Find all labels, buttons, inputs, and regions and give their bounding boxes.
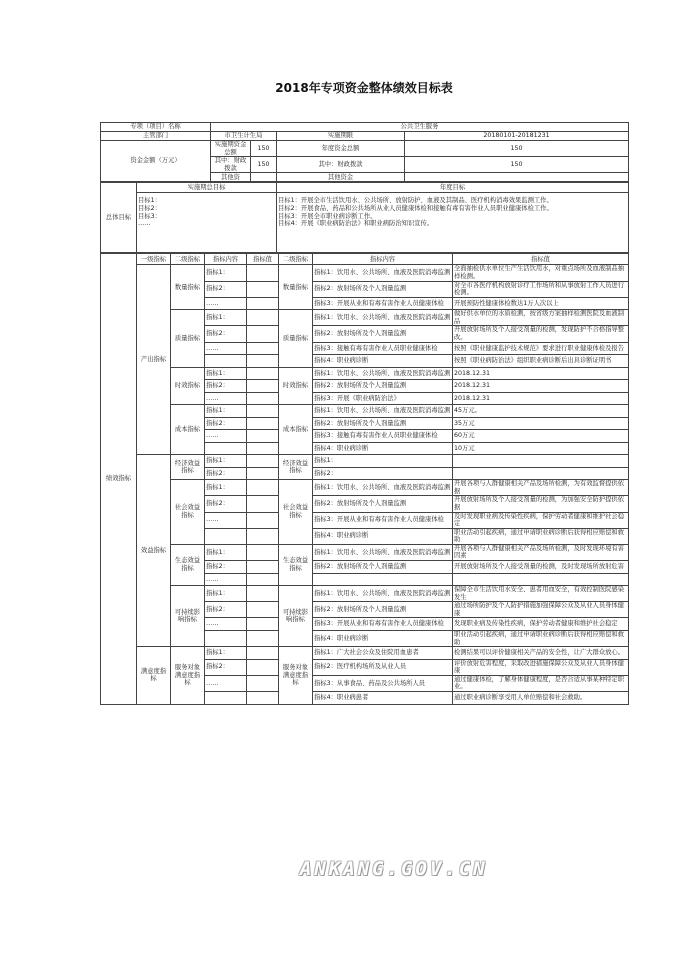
- annual-goal-3: 目标3：开展全市职业病诊断工作。: [278, 212, 377, 220]
- indicator-value: 60万元: [453, 430, 629, 443]
- indicator-value: 做好供水单位的水质检测，按省级方案抽样检测医院及血液制品: [453, 310, 629, 326]
- indicator-content: 指标2：放射场所及个人剂量监测: [313, 561, 453, 574]
- indicator-content: 指标1：: [313, 455, 453, 468]
- indicator-value: 35万元: [453, 417, 629, 430]
- level2-ecological: 生态效益指标: [171, 544, 205, 585]
- right-level2-service: 服务对象满意度指标: [279, 647, 313, 704]
- indicator-content: 指标3：开展《职业病防治法》: [313, 392, 453, 405]
- indicator-value: 及时发现职业病及传染性疾病，保护劳动者健康和维护社会稳定: [453, 512, 629, 528]
- left-value: [247, 692, 279, 705]
- level2-quantity: 数量指标: [171, 265, 205, 310]
- col-header-r2: 二级指标: [279, 254, 313, 265]
- indicator-value: 开展各项与人群健康相关产品及场所检测，为有效监督提供依据: [453, 480, 629, 496]
- left-indicator: [205, 528, 247, 544]
- indicator-value: [453, 455, 629, 468]
- indicator-content: 指标4：职业病诊断: [313, 355, 453, 368]
- col-header-l1: 一级指标: [137, 254, 171, 265]
- fund-label: 资金金额（万元）: [101, 141, 211, 182]
- left-value: [247, 659, 279, 675]
- col-header-content: 指标内容: [205, 254, 247, 265]
- impl-goal-1: 目标1：: [138, 197, 161, 205]
- left-value: [247, 380, 279, 393]
- period-value: 20180101-20181231: [405, 132, 629, 141]
- level2-cost: 成本指标: [171, 405, 205, 455]
- left-indicator: ……: [205, 618, 247, 631]
- indicator-content: 指标2：放射场所及个人剂量监测: [313, 496, 453, 512]
- left-value: [247, 544, 279, 560]
- indicator-value: 评价放射危害程度，采取改进措施保障公众及从业人员身体健康: [453, 659, 629, 675]
- left-value: [247, 480, 279, 496]
- indicator-value: 开展放射场所及个人接受剂量的检测，及时发现场所放射危害: [453, 561, 629, 574]
- overall-goal-label: 总体目标: [101, 183, 137, 253]
- indicator-value: 开展放射场所及个人接受剂量的检测，为加强安全防护提供依据: [453, 496, 629, 512]
- left-indicator: ……: [205, 342, 247, 355]
- left-value: [247, 342, 279, 355]
- left-indicator: ……: [205, 512, 247, 528]
- left-value: [247, 310, 279, 326]
- indicator-value: 2018.12.31: [453, 392, 629, 405]
- indicator-content: 指标2：: [313, 467, 453, 480]
- indicator-value: [453, 573, 629, 586]
- left-indicator: 指标1：: [205, 480, 247, 496]
- site-watermark: ANKANG.GOV.CN: [300, 858, 488, 880]
- left-value: [247, 430, 279, 443]
- header-table: [100, 122, 629, 182]
- left-indicator: 指标1：: [205, 586, 247, 602]
- left-indicator: ……: [205, 675, 247, 691]
- indicator-content: 指标3：开展从业和有毒有害作业人员健康体检: [313, 618, 453, 631]
- indicator-content: 指标2：医疗机构场所及从业人员: [313, 659, 453, 675]
- level1-benefit: 效益指标: [137, 455, 171, 647]
- indicator-content: 指标1：饮用水、公共场所、血液及医院消毒监测: [313, 367, 453, 380]
- right-level2-cost: 成本指标: [279, 405, 313, 455]
- annual-goal-2: 目标2：开展食品、药品和公共场所从业人员健康体检和接触有毒有害作业人员职业健康体检工作。: [278, 204, 553, 212]
- indicator-content: 指标3：开展从业和有毒有害作业人员健康体检: [313, 512, 453, 528]
- sheet-title: 2018年专项资金整体绩效目标表: [275, 81, 453, 95]
- fiscal-label-annual: 其中：财政拨款: [277, 157, 405, 173]
- fiscal-value-annual: 150: [405, 157, 629, 173]
- left-value: [247, 265, 279, 281]
- fiscal-value: 150: [251, 157, 277, 173]
- left-indicator: [205, 630, 247, 646]
- left-indicator: ……: [205, 392, 247, 405]
- left-value: [247, 367, 279, 380]
- indicator-content: 指标1：广大社会公众及住院用血患者: [313, 647, 453, 660]
- impl-fund-label: 实施期资金总额: [211, 141, 251, 157]
- left-value: [247, 326, 279, 342]
- project-value: 公共卫生服务: [211, 123, 629, 132]
- annual-goal-list: [277, 193, 629, 253]
- annual-goal-1: 目标1：开展全市生活饮用水、公共场所、放射防护、血液及其制品、医疗机构消毒效果监测工作。: [278, 197, 553, 205]
- perf-side-label: 绩效指标: [101, 254, 137, 704]
- impl-goal-2: 目标2：: [138, 204, 161, 212]
- indicator-value: 按照《职业健康监护技术规范》要求进行职业健康体检及报告: [453, 342, 629, 355]
- indicator-content: 指标1：饮用水、公共场所、血液及医院消毒监测: [313, 586, 453, 602]
- left-value: [247, 630, 279, 646]
- left-indicator: 指标1：: [205, 310, 247, 326]
- col-header-l2: 二级指标: [171, 254, 205, 265]
- left-value: [247, 675, 279, 691]
- impl-goal-more: ……: [138, 220, 151, 228]
- annual-goal-4: 目标4：开展《职业病防治法》和职业病防治知识宣传。: [278, 220, 434, 228]
- left-value: [247, 281, 279, 297]
- left-indicator: 指标1：: [205, 265, 247, 281]
- performance-indicator-table: [100, 253, 629, 704]
- indicator-value: 全面抽检供水单位生产生活饮用水，对重点场所及血液制品抽样检测。: [453, 265, 629, 281]
- dept-value: 市卫生计生局: [211, 132, 277, 141]
- indicator-content: 指标4：职业病患者: [313, 692, 453, 705]
- col-header-rvalue: 指标值: [453, 254, 629, 265]
- level2-quality: 质量指标: [171, 310, 205, 367]
- impl-goal-3: 目标3：: [138, 212, 161, 220]
- level2-timeliness: 时效指标: [171, 367, 205, 405]
- indicator-value: 保障全市生活饮用水安全、患者用血安全，有效控制医院感染发生: [453, 586, 629, 602]
- right-level2-timeliness: 时效指标: [279, 367, 313, 405]
- left-indicator: 指标2：: [205, 467, 247, 480]
- indicator-value: 通过职业病诊断享受用人单位赔偿和社会救助。: [453, 692, 629, 705]
- annual-goal-header: 年度目标: [277, 183, 629, 193]
- right-level2-economic: 经济效益指标: [279, 455, 313, 480]
- left-value: [247, 561, 279, 574]
- indicator-content: 指标4：职业病诊断: [313, 442, 453, 455]
- col-header-rcontent: 指标内容: [313, 254, 453, 265]
- indicator-content: 指标3：接触有毒有害作业人员职业健康体检: [313, 342, 453, 355]
- indicator-content: 指标2：放射场所及个人剂量监测: [313, 602, 453, 618]
- left-indicator: 指标2：: [205, 326, 247, 342]
- overall-goal-table: [100, 182, 629, 253]
- indicator-value: 开展预防性健康体检数达1万人次以上: [453, 297, 629, 310]
- indicator-content: 指标1：饮用水、公共场所、血液及医院消毒监测: [313, 544, 453, 560]
- left-value: [247, 442, 279, 455]
- indicator-content: 指标4：职业病诊断: [313, 528, 453, 544]
- indicator-content: 指标4：职业病诊断: [313, 630, 453, 646]
- indicator-content: 指标2：放射场所及个人剂量监测: [313, 380, 453, 393]
- indicator-content: 指标2：放射场所及个人剂量监测: [313, 417, 453, 430]
- level2-sustainable: 可持续影响指标: [171, 586, 205, 647]
- left-indicator: 指标2：: [205, 659, 247, 675]
- left-value: [247, 528, 279, 544]
- indicator-content: 指标1：饮用水、公共场所、血液及医院消毒监测: [313, 480, 453, 496]
- indicator-content: 指标2：放射场所及个人剂量监测: [313, 326, 453, 342]
- left-value: [247, 417, 279, 430]
- left-value: [247, 647, 279, 660]
- left-indicator: 指标1：: [205, 455, 247, 468]
- left-indicator: 指标2：: [205, 561, 247, 574]
- left-indicator: 指标1：: [205, 544, 247, 560]
- left-indicator: 指标1：: [205, 367, 247, 380]
- indicator-value: [453, 467, 629, 480]
- level2-social: 社会效益指标: [171, 480, 205, 545]
- level1-satisfaction: 满意度指标: [137, 647, 171, 704]
- level2-economic: 经济效益指标: [171, 455, 205, 480]
- left-indicator: ……: [205, 430, 247, 443]
- impl-goal-list: [137, 193, 277, 253]
- left-value: [247, 602, 279, 618]
- indicator-content: 指标1：饮用水、公共场所、血液及医院消毒监测: [313, 265, 453, 281]
- left-value: [247, 455, 279, 468]
- col-header-value: 指标值: [247, 254, 279, 265]
- left-value: [247, 467, 279, 480]
- left-indicator: [205, 355, 247, 368]
- indicator-value: 发现职业病及传染性疾病，保护劳动者健康和维护社会稳定: [453, 618, 629, 631]
- left-indicator: 指标2：: [205, 602, 247, 618]
- left-indicator: ……: [205, 573, 247, 586]
- left-indicator: [205, 692, 247, 705]
- impl-fund-value: 150: [251, 141, 277, 157]
- indicator-content: 指标1：饮用水、公共场所、血液及医院消毒监测: [313, 310, 453, 326]
- impl-goal-header: 实施期总目标: [137, 183, 277, 193]
- left-value: [247, 573, 279, 586]
- indicator-value: 开展放射场所及个人接受剂量的检测，发现防护不合格指导整改。: [453, 326, 629, 342]
- indicator-content: 指标1：饮用水、公共场所、血液及医院消毒监测: [313, 405, 453, 418]
- other-fund-label-annual: 其他资金: [277, 173, 405, 182]
- left-indicator: 指标1：: [205, 647, 247, 660]
- left-indicator: 指标2：: [205, 380, 247, 393]
- left-indicator: [205, 442, 247, 455]
- left-value: [247, 618, 279, 631]
- performance-target-sheet: [100, 76, 628, 705]
- fiscal-label: 其中：财政拨款: [211, 157, 251, 173]
- dept-label: 主管部门: [101, 132, 211, 141]
- period-label: 实施期限: [277, 132, 405, 141]
- right-level2-ecological: 生态效益指标: [279, 544, 313, 585]
- level2-service: 服务对象满意度指标: [171, 647, 205, 704]
- left-value: [247, 405, 279, 418]
- indicator-value: 2018.12.31: [453, 380, 629, 393]
- left-value: [247, 392, 279, 405]
- indicator-value: 通过健康体检，了解身体健康程度，是否合适从事某种特定职业。: [453, 675, 629, 691]
- left-value: [247, 355, 279, 368]
- left-indicator: ……: [205, 297, 247, 310]
- indicator-value: 2018.12.31: [453, 367, 629, 380]
- left-value: [247, 586, 279, 602]
- indicator-content: [313, 573, 453, 586]
- left-value: [247, 297, 279, 310]
- right-level2-social: 社会效益指标: [279, 480, 313, 545]
- right-level2-quantity: 数量指标: [279, 265, 313, 310]
- right-level2-quality: 质量指标: [279, 310, 313, 367]
- indicator-value: 按照《职业病防治法》组织职业病诊断后出具诊断证明书: [453, 355, 629, 368]
- left-indicator: 指标2：: [205, 417, 247, 430]
- annual-fund-label: 年度资金总额: [277, 141, 405, 157]
- indicator-content: 指标3：接触有毒有害作业人员职业健康体检: [313, 430, 453, 443]
- indicator-content: 指标3：开展从业和有毒有害作业人员健康体检: [313, 297, 453, 310]
- left-indicator: 指标2：: [205, 496, 247, 512]
- indicator-value: 45万元。: [453, 405, 629, 418]
- indicator-content: 指标2：放射场所及个人剂量监测: [313, 281, 453, 297]
- indicator-value: 职业活动引起疾病，通过申请职业病诊断后获得相应赔偿和救助: [453, 630, 629, 646]
- annual-fund-value: 150: [405, 141, 629, 157]
- indicator-value: 通过场所防护及个人防护措施加强保障公众及从业人员身体健康: [453, 602, 629, 618]
- indicator-value: 检测结果可以评价健康相关产品的安全性，让广大群众放心。: [453, 647, 629, 660]
- indicator-content: 指标3：从事食品、药品及公共场所人员: [313, 675, 453, 691]
- left-value: [247, 512, 279, 528]
- other-fund-label: 其他资: [211, 173, 251, 182]
- left-indicator: 指标2：: [205, 281, 247, 297]
- indicator-value: 对全市各医疗机构放射诊疗工作场所和从事放射工作人员进行检测。: [453, 281, 629, 297]
- right-level2-sustainable: 可持续影响指标: [279, 586, 313, 647]
- indicator-value: 开展各项与人群健康相关产品及场所检测，及时发现环境有害因素: [453, 544, 629, 560]
- left-indicator: 指标1：: [205, 405, 247, 418]
- project-label: 专项（项目）名称: [101, 123, 211, 132]
- left-value: [247, 496, 279, 512]
- indicator-value: 10万元: [453, 442, 629, 455]
- indicator-value: 职业活动引起疾病，通过申请职业病诊断后获得相应赔偿和救助: [453, 528, 629, 544]
- level1-output: 产出指标: [137, 265, 171, 455]
